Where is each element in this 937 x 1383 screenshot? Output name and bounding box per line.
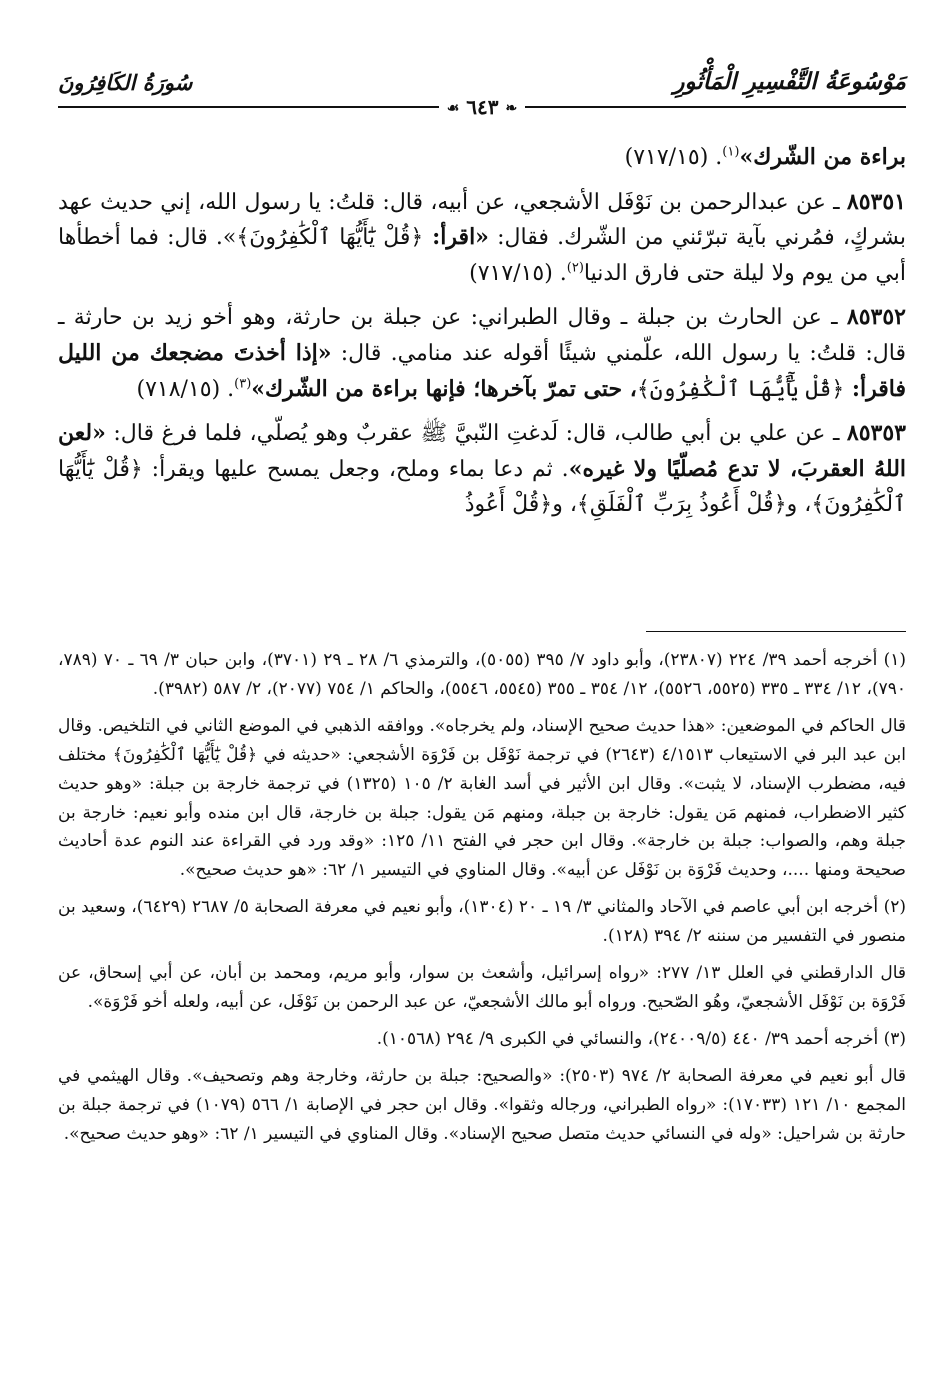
commentary-text: مختلف فيه، مضطرب الإسناد، لا يثبت». وقال ابن الأثير في أسد الغابة ٢/ ١٠٥ (١٣٢٥) في ترجمة خارجة بن جبلة: «وهو حديث كثير الاضطراب، فمنهم مَن يقول: خارجة بن جبلة، ومنهم مَن يقول: جبلة بن خارجة، قال ابن منده وأبو نعيم: خارجة بن جبلة وهم، والصواب: جبلة بن خارجة». وقال ابن حجر في الفتح ١١/ ١٢٥: «وقد ورد في القراءة عند النوم عدة أحاديث صحيحة ومنها ....، وحديث فَرْوَة بن نَوْفَل عن أبيه». وقال المناوي في التيسير ١/ ٦٢: «هو حديث صحيح». (58, 744, 906, 881)
hadith-85353 (58, 416, 906, 523)
hadith-85351 (58, 185, 906, 292)
footnote-2-comment: قال الدارقطني في العلل ١٣/ ٢٧٧: «رواه إسرائيل، وأشعث بن سوار، وأبو مريم، ومحمد بن أبان، عن أبي إسحاق، عن فَرْوَة بن نَوْفَل الأشجعيّ، وهُو الصّحيح. ورواه أبو مالك الأشجعيّ، عن عبد الرحمن بن نَوْفَل، عن أبيه، ولعله أخو فَرْوَة». (58, 963, 907, 1012)
prophetic-text: «اقرأ: (423, 224, 489, 251)
volume-reference: . (٧١٧/١٥) (624, 145, 723, 170)
hadith-number: ٨٥٣٥٢ (846, 304, 906, 331)
narration-text: ـ عن الحارث بن جبلة ـ وقال الطبراني: عن جبلة بن حارثة، وهو أخو زيد بن حارثة ـ قال: قلتُ: يا رسول الله، علّمني شيئًا أقوله عند منامي. قال: (58, 305, 906, 366)
footnote-marker: (٢) (566, 260, 584, 276)
volume-reference: . (٧١٨/١٥) (136, 376, 235, 402)
volume-reference: . (٧١٧/١٥) (469, 260, 567, 286)
footnote-3: (٣) أخرجه أحمد ٣٩/ ٤٤٠ (٢٤٠٠٩/٥)، والنسائي في الكبرى ٩/ ٢٩٤ (١٠٥٦٨). (376, 1028, 906, 1049)
prophetic-text: «إذا أخذتَ مضجعك من الليل فاقرأ: (58, 339, 906, 402)
quran-quote: ﴿قُلْ يَٰٓأَيُّهَا ٱلْكَٰفِرُونَ﴾ (112, 744, 258, 765)
footnote-3-comment: قال أبو نعيم في معرفة الصحابة ٢/ ٩٧٤ (٢٥٠٣): «والصحيح: جبلة بن حارثة، وخارجة وهم وتصحيف». وقال الهيثمي في المجمع ١٠/ ١٢١ (١٧٠٣٣): «رواه الطبراني، ورجاله وثقوا». وقال ابن حجر في الإصابة ١/ ٥٦٦ (١٠٧٩) في ترجمة جبلة بن حارثة بن شراحيل: «وله في النسائي حديث متصل صحيح الإسناد». وقال المناوي في التيسير ١/ ٦٢: «وهو حديث صحيح». (58, 1065, 907, 1144)
book-page (58, 58, 906, 1358)
prophetic-text: «لعن اللهُ العقربَ، لا تدع مُصلّيًا ولا غيره» (58, 420, 907, 482)
surah-title: سُورَةُ الكَافِرُونَ (58, 70, 193, 95)
footnote-2: (٢) أخرجه ابن أبي عاصم في الآحاد والمثاني ٣/ ١٩ ـ ٢٠ (١٣٠٤)، وأبو نعيم في معرفة الصحابة ٥/ ٢٦٨٧ (٦٤٢٩)، وسعيد بن منصور في التفسير من سننه ٢/ ٣٩٤ (١٢٨). (58, 897, 906, 947)
narration-text: . ثم دعا بماء وملح، وجعل يمسح عليها ويقرأ: (142, 456, 569, 482)
quran-quote: ﴿قُلْ يَٰٓأَيُّهَا ٱلْكَٰفِرُونَ﴾ (58, 456, 906, 518)
page-number (439, 95, 525, 119)
ornament-icon: ☙ (446, 100, 460, 117)
commentary-text: قال الحاكم في الموضعين: «هذا حديث صحيح الإسناد، ولم يخرجاه». ووافقه الذهبي في الموضع الثاني في التلخيص. وقال ابن عبد البر في الاستيعاب ٤/١٥١٣ (٢٦٤٣) في ترجمة نَوْفَل بن فَرْوَة الأشجعي: «حديثه في (58, 715, 906, 765)
footnote-marker: (٣) (234, 376, 252, 392)
hadith-85352 (58, 300, 906, 407)
narration-text: ـ عن عبدالرحمن بن نَوْفَل الأشجعي، عن أبيه، قال: قلتُ: يا رسول الله، إني حديث عهد بشركٍ، فمُرني بآية تبرّئني من الشّرك. فقال: (58, 189, 906, 251)
quran-quote: ﴿قُلْ يَٰٓأَيُّهَا ٱلْكَٰفِرُونَ﴾ (636, 376, 845, 402)
continued-hadith (58, 140, 906, 176)
quran-quote: ﴿قُلْ أَعُوذُ (464, 492, 553, 518)
page-number-wrap (58, 95, 906, 119)
footnote-1: (١) أخرجه أحمد ٣٩/ ٢٢٤ (٢٣٨٠٧)، وأبو داود ٧/ ٣٩٥ (٥٠٥٥)، والترمذي ٦/ ٢٨ ـ ٢٩ (٣٧٠١)، وابن حبان ٣/ ٦٩ ـ ٧٠ (٧٨٩، ٧٩٠)، ١٢/ ٣٣٤ ـ ٣٣٥ (٥٥٢٥، ٥٥٢٦)، ١٢/ ٣٥٤ ـ ٣٥٥ (٥٥٤٥، ٥٥٤٦)، والحاكم ١/ ٧٥٤ (٢٠٧٧)، ٢/ ٥٨٧ (٣٩٨٢). (58, 650, 906, 699)
narration-text: ـ عن علي بن أبي طالب، قال: لَدغتِ النّبيَّ ﷺ عقربٌ وهو يُصلّي، فلما فرغ قال: (105, 421, 847, 447)
quran-quote: ﴿قُلْ يَٰٓأَيُّهَا ٱلْكَٰفِرُونَ﴾ (236, 225, 424, 251)
narration-text: ». قال: فما أخطأها أبي من يوم ولا ليلة حتى فارق الدنيا (58, 225, 906, 286)
quran-quote: ﴿قُلْ أَعُوذُ بِرَبِّ ٱلْفَلَقِ﴾ (576, 492, 787, 518)
prophetic-text: براءة من الشّرك» (739, 144, 906, 170)
page-number-value: ٦٤٣ (466, 95, 499, 119)
main-text (58, 140, 906, 523)
prophetic-text: ، حتى تمرّ بآخرها؛ فإنها براءة من الشّرك» (251, 375, 637, 402)
narration-text: ، و (552, 492, 577, 518)
book-title: مَوْسُوعَةُ التَّفْسِيرِ الْمَأْثُورِ (673, 68, 906, 95)
footnote-marker: (١) (722, 144, 740, 160)
ornament-icon: ❧ (505, 100, 518, 117)
page-header (58, 58, 906, 118)
footnotes (58, 646, 906, 1149)
hadith-number: ٨٥٣٥٣ (846, 420, 906, 447)
footnote-1-comment (58, 712, 906, 885)
narration-text: ، و (786, 492, 812, 518)
footnote-separator (646, 631, 906, 632)
hadith-number: ٨٥٣٥١ (846, 188, 906, 215)
